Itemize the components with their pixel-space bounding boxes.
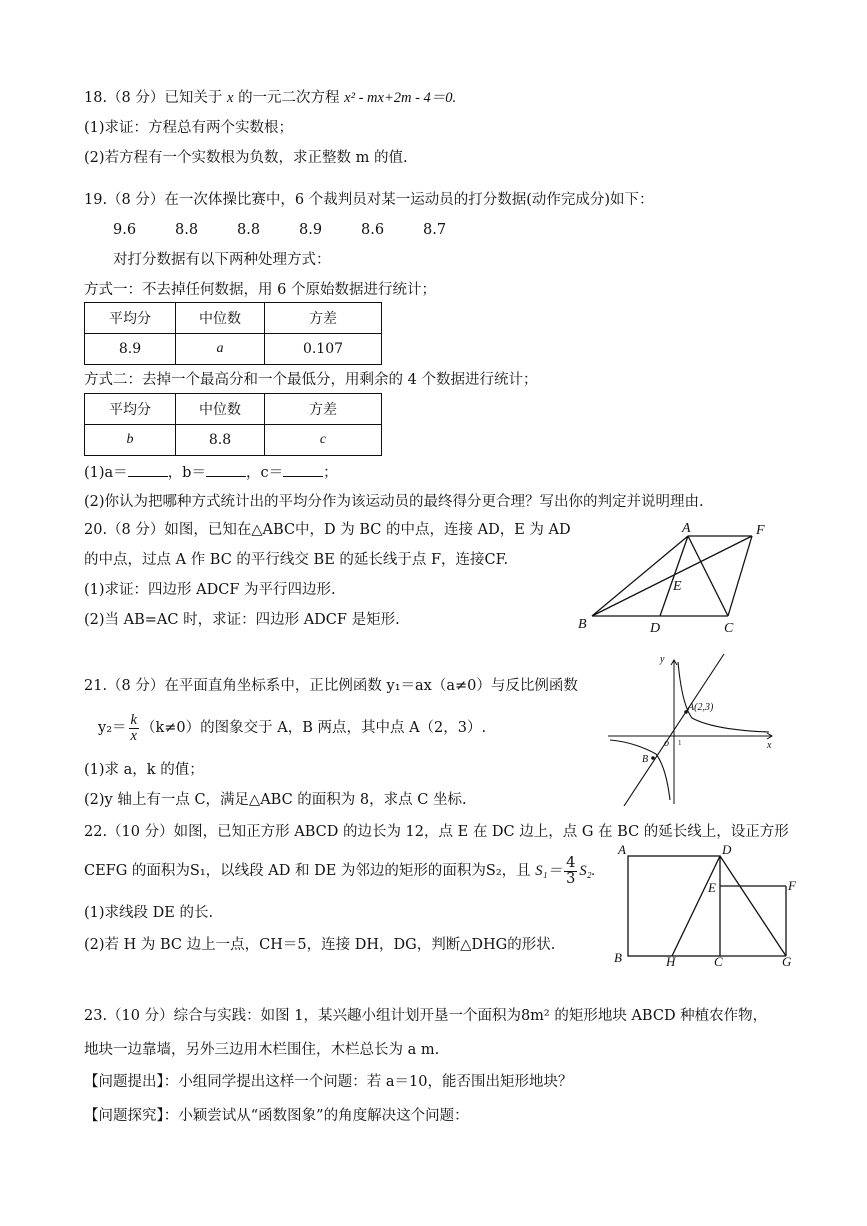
table2-mean: b	[85, 425, 176, 456]
table1-header-variance: 方差	[265, 303, 382, 334]
q22-stem-line2	[84, 852, 595, 890]
label-b-point: B	[642, 754, 649, 765]
table-row	[85, 303, 382, 334]
q22-part2: (2)若 H 为 BC 边上一点，CH＝5，连接 DH，DG，判断△DHG的形状.	[84, 937, 556, 953]
q22-stem-line1: 22.（10 分）如图，已知正方形 ABCD 的边长为 12，点 E 在 DC 边上，点 G 在 BC 的延长线上，设正方形	[84, 824, 789, 840]
q21-stem-line1: 21.（8 分）在平面直角坐标系中，正比例函数 y₁＝ax（a≠0）与反比例函数	[84, 678, 578, 694]
q20-part2: (2)当 AB=AC 时，求证：四边形 ADCF 是矩形.	[84, 612, 400, 628]
q23-problem: 【问题提出】：小组同学提出这样一个问题：若 a＝10，能否围出矩形地块？	[84, 1074, 573, 1090]
answer-b-blank[interactable]	[206, 462, 246, 477]
score-5: 8.6	[361, 222, 385, 238]
q22-frac-num: 4	[566, 854, 576, 871]
table1-mean: 8.9	[85, 334, 176, 365]
q20-part1: (1)求证：四边形 ADCF 为平行四边形.	[84, 582, 336, 598]
answer-a-blank[interactable]	[128, 462, 168, 477]
q18-stem-a: 18.（8 分）已知关于	[84, 90, 223, 106]
q23-exploration: 【问题探究】：小颖尝试从“函数图象”的角度解决这个问题：	[84, 1108, 469, 1124]
q22-frac-den: 3	[566, 870, 576, 887]
q21-stem-rest: （k≠0）的图象交于 A，B 两点，其中点 A（2，3）.	[140, 720, 487, 736]
segment-ac	[688, 536, 728, 616]
q22-s2: S₂.	[579, 863, 596, 879]
table1-variance: 0.107	[265, 334, 382, 365]
q23-stem-line2: 地块一边靠墙，另外三边用木栏围住，木栏总长为 a m.	[84, 1042, 440, 1058]
q18-stem-b: 的一元二次方程	[238, 90, 340, 106]
segment-bf	[592, 536, 752, 616]
q18-part2: (2)若方程有一个实数根为负数，求正整数 m 的值.	[84, 150, 408, 166]
label-g: G	[782, 954, 792, 969]
q18-var-x: x	[227, 90, 234, 106]
label-a: A	[682, 521, 691, 536]
segment-fc	[728, 536, 752, 616]
table2-median: 8.8	[176, 425, 265, 456]
segment-dh	[672, 856, 720, 956]
score-2: 8.8	[175, 222, 199, 238]
table2-variance: c	[265, 425, 382, 456]
table-row	[85, 334, 382, 365]
square-abcd	[628, 856, 720, 956]
answer-b-label: ，b＝	[167, 465, 206, 481]
q19-method1: 方式一：不去掉任何数据，用 6 个原始数据进行统计；	[84, 282, 436, 298]
q21-frac-num: k	[130, 711, 137, 728]
label-f: F	[788, 878, 796, 893]
table2-header-mean: 平均分	[85, 394, 176, 425]
q21-stem-line2	[98, 712, 486, 744]
q19-method2: 方式二：去掉一个最高分和一个最低分，用剩余的 4 个数据进行统计；	[84, 372, 538, 388]
q19-part1	[84, 462, 338, 483]
label-c: C	[724, 621, 734, 636]
q21-fraction	[129, 713, 139, 744]
label-a-point: A(2,3)	[688, 702, 714, 713]
segment-dg	[720, 856, 786, 956]
answer-c-blank[interactable]	[283, 462, 323, 477]
hyperbola-branch-1	[678, 662, 769, 732]
q22-figure	[608, 838, 806, 970]
q20-figure	[570, 518, 780, 636]
q18-stem	[84, 88, 456, 108]
q22-fraction	[564, 856, 577, 887]
score-1: 9.6	[113, 222, 137, 238]
table1-header-mean: 平均分	[85, 303, 176, 334]
label-y: y	[660, 654, 665, 665]
q18-equation: x² - mx+2m - 4＝0.	[344, 90, 457, 106]
point-b	[651, 756, 655, 760]
label-b: B	[614, 950, 622, 965]
label-e: E	[708, 880, 716, 895]
q21-part1: (1)求 a，k 的值；	[84, 762, 204, 778]
q22-s1: S₁＝	[535, 863, 563, 879]
table1-header-median: 中位数	[176, 303, 265, 334]
label-e: E	[673, 579, 682, 594]
table-row	[85, 425, 382, 456]
label-a: A	[618, 842, 626, 857]
label-one: 1	[678, 739, 682, 747]
q19-part2: (2)你认为把哪种方式统计出的平均分作为该运动员的最终得分更合理？写出你的判定并说明理由.	[84, 494, 704, 510]
table2-header-median: 中位数	[176, 394, 265, 425]
table1-median: a	[176, 334, 265, 365]
label-c: C	[714, 954, 723, 969]
q19-intro: 对打分数据有以下两种处理方式：	[113, 252, 331, 268]
answer-end: ；	[323, 465, 338, 481]
label-d: D	[650, 621, 661, 636]
q21-y2: y₂＝	[98, 720, 127, 736]
q19-stem: 19.（8 分）在一次体操比赛中，6 个裁判员对某一运动员的打分数据(动作完成分)如下：	[84, 192, 654, 208]
label-d: D	[722, 842, 732, 857]
q21-part2: (2)y 轴上有一点 C，满足△ABC 的面积为 8，求点 C 坐标.	[84, 792, 467, 808]
q21-frac-den: x	[130, 727, 137, 744]
answer-c-label: ，c＝	[245, 465, 284, 481]
label-h: H	[666, 954, 676, 969]
score-6: 8.7	[423, 222, 447, 238]
q19-scores	[113, 220, 485, 240]
q19-table1	[84, 302, 382, 365]
q23-stem-line1: 23.（10 分）综合与实践：如图 1，某兴趣小组计划开垦一个面积为8m² 的矩形地块 ABCD 种植农作物，	[84, 1008, 768, 1024]
q22-part1: (1)求线段 DE 的长.	[84, 905, 214, 921]
label-origin: o	[664, 738, 669, 749]
q20-stem-line1: 20.（8 分）如图，已知在△ABC中，D 为 BC 的中点，连接 AD，E 为 AD	[84, 522, 571, 538]
label-b: B	[578, 617, 587, 632]
score-4: 8.9	[299, 222, 323, 238]
label-f: F	[756, 523, 765, 538]
q18-part1: (1)求证：方程总有两个实数根；	[84, 120, 294, 136]
score-3: 8.8	[237, 222, 261, 238]
label-x: x	[767, 740, 772, 751]
answer-a-label: (1)a＝	[84, 465, 128, 481]
q22-stem-a: CEFG 的面积为S₁，以线段 AD 和 DE 为邻边的矩形的面积为S₂，且	[84, 863, 531, 879]
q20-stem-line2: 的中点，过点 A 作 BC 的平行线交 BE 的延长线于点 F，连接CF.	[84, 552, 509, 568]
q19-table2	[84, 393, 382, 456]
table-row	[85, 394, 382, 425]
q21-figure	[604, 650, 784, 806]
table2-header-variance: 方差	[265, 394, 382, 425]
